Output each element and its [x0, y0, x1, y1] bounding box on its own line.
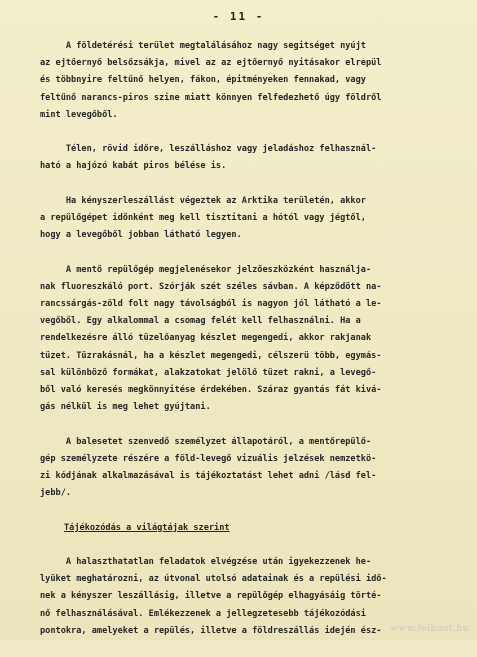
text-line: Ha kényszerleszállást végeztek az Arktika területén, akkor: [40, 195, 366, 206]
text-line: Télen, rövid időre, leszálláshoz vagy jeladáshoz felhasznál-: [40, 144, 377, 155]
text-line: tüzet. Tüzrakásnál, ha a készlet megengedi, célszerü több, egymás-: [40, 350, 382, 361]
text-line: feltűnő narancs-piros szine miatt könnyen felfedezhető úgy földről: [40, 92, 382, 103]
text-line: az ejtőernyő belsőzsákja, mivel az az ejtőernyő nyitásakor elrepül: [40, 58, 382, 69]
text-line: nő felhasználásával. Emlékezzenek a jellegzetesebb tájékozódási: [40, 608, 366, 619]
paragraph-3: [40, 193, 460, 245]
text-line: mint levegőből.: [40, 109, 118, 120]
text-line: lyüket meghatározni, az útvonal utolsó adatainak és a repülési idő-: [40, 574, 387, 585]
section-heading-wrap: [40, 520, 460, 537]
paragraph-5: [40, 434, 460, 503]
paragraph-1: [40, 38, 460, 124]
text-line: A halaszthatatlan feladatok elvégzése után igyekezzenek he-: [40, 557, 372, 567]
text-line: rancssárgás-zöld folt nagy távolságból is nagyon jól látható a le-: [40, 299, 382, 309]
text-line: ből való keresés megkönnyitése érdekében. Száraz gyantás fát kivá-: [40, 385, 382, 396]
text-line: vegőből. Egy alkalommal a csomag felét kell felhasználni. Ha a: [40, 316, 361, 327]
text-line: gás nélkül is meg lehet gyújtani.: [40, 402, 211, 413]
page-number: - 11 -: [212, 10, 265, 23]
text-line: ható a hajózó kabát piros bélése is.: [40, 161, 227, 172]
section-heading: Tájékozódás a világtájak szerint: [64, 522, 230, 533]
paragraph-4: [40, 262, 460, 417]
text-line: A mentő repülőgép megjelenésekor jelzőeszközként használja-: [40, 264, 372, 275]
document-body: [40, 38, 460, 657]
text-line: A földetérési terület megtalálásához nagy segitséget nyújt: [40, 41, 366, 51]
text-line: jebb/.: [40, 488, 72, 499]
text-line: gép személyzete részére a föld-levegő vizuális jelzések nemzetkö-: [40, 453, 377, 464]
text-line: nak fluoreszkáló port. Szórják szét széles sávban. A képződött na-: [40, 281, 382, 292]
text-line: rendelkezésre álló tüzelőanyag készlet megengedi, akkor rakjanak: [40, 333, 372, 344]
text-line: sal különböző formákat, alakzatokat jelölő tüzet rakni, a levegő-: [40, 367, 377, 378]
text-line: zi kódjának alkalmazásával is tájékoztatást lehet adni /lásd fel-: [40, 471, 377, 482]
text-line: a repülőgépet időnként meg kell tisztitani a hótól vagy jégtől,: [40, 213, 366, 223]
text-line: nek a kényszer leszállásig, illetve a repülőgép elhagyásáig törté-: [40, 591, 382, 602]
text-line: pontokra, amelyeket a repülés, illetve a földreszállás idején ész-: [40, 625, 382, 636]
text-line: és többnyire feltűnő helyen, fákon, épitményeken fennakad, vagy: [40, 75, 366, 86]
text-line: A balesetet szenvedő személyzet állapotáról, a mentőrepülő-: [40, 436, 372, 447]
watermark: www.felhout.hu: [390, 624, 469, 634]
paragraph-2: [40, 141, 460, 175]
text-line: hogy a levegőből jobban látható legyen.: [40, 230, 242, 241]
